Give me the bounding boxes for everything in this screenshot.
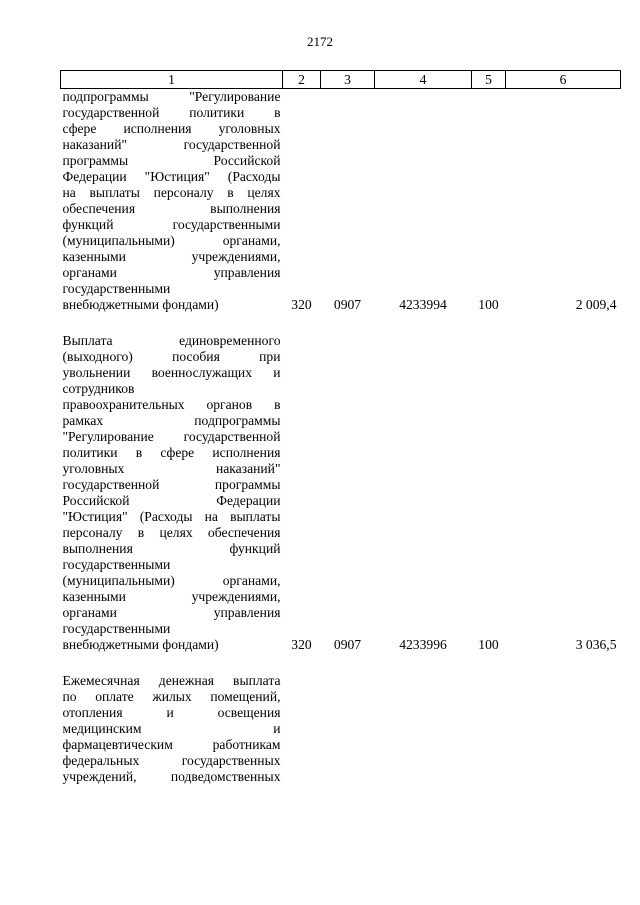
column-header-5: 5: [472, 71, 506, 89]
description-line: Федерации "Юстиция" (Расходы: [62, 169, 281, 184]
table-row: [61, 333, 621, 653]
description-line: федеральных государственных: [62, 753, 281, 768]
description-line: казенными учреждениями,: [62, 589, 281, 604]
description-line: государственной политики в: [62, 105, 281, 120]
description-line: Российской Федерации: [62, 493, 281, 508]
description-line: медицинским и: [62, 721, 281, 736]
row-col2: 320: [291, 637, 312, 652]
description-line: учреждений, подведомственных: [62, 769, 281, 784]
description-line: сфере исполнения уголовных: [62, 121, 281, 136]
description-line: функций государственными: [62, 217, 281, 232]
description-line: правоохранительных органов в: [62, 397, 281, 412]
description-line: государственной программы: [62, 477, 281, 492]
row-col2: 320: [291, 297, 312, 312]
row-description: [61, 89, 283, 314]
row-col5: 100: [478, 637, 499, 652]
description-line: подпрограммы "Регулирование: [62, 89, 281, 104]
description-line: внебюджетными фондами): [62, 297, 219, 312]
description-line: уголовных наказаний": [62, 461, 281, 476]
description-line: органами управления: [62, 265, 281, 280]
row-col5: 100: [478, 297, 499, 312]
description-line: на выплаты персоналу в целях: [62, 185, 281, 200]
table-row: [61, 673, 621, 785]
description-line: Выплата единовременного: [62, 333, 281, 348]
description-line: фармацевтическим работникам: [62, 737, 281, 752]
column-header-1: 1: [61, 71, 283, 89]
description-line: внебюджетными фондами): [62, 637, 219, 652]
row-col2: [283, 673, 321, 785]
description-line: государственными: [62, 557, 171, 572]
description-line: по оплате жилых помещений,: [62, 689, 281, 704]
table-row: [61, 89, 621, 314]
row-col3: 0907: [333, 297, 362, 312]
row-col4: 4233996: [399, 637, 447, 652]
description-line: "Регулирование государственной: [62, 429, 281, 444]
description-line: увольнении военнослужащих и: [62, 365, 281, 380]
budget-table: [60, 70, 621, 785]
description-line: наказаний" государственной: [62, 137, 281, 152]
description-line: политики в сфере исполнения: [62, 445, 281, 460]
page-number: 2172: [307, 34, 333, 49]
description-line: Ежемесячная денежная выплата: [62, 673, 281, 688]
description-line: отопления и освещения: [62, 705, 281, 720]
description-line: органами управления: [62, 605, 281, 620]
column-header-4: 4: [375, 71, 472, 89]
column-header-2: 2: [283, 71, 321, 89]
column-header-6: 6: [506, 71, 621, 89]
description-line: обеспечения выполнения: [62, 201, 281, 216]
row-col4: 4233994: [399, 297, 447, 312]
description-line: (выходного) пособия при: [62, 349, 281, 364]
row-description: [61, 673, 283, 785]
row-amount: 2 009,4: [575, 297, 617, 312]
row-amount: [506, 673, 621, 785]
row-col4: [375, 673, 472, 785]
row-col5: [472, 673, 506, 785]
description-line: рамках подпрограммы: [62, 413, 281, 428]
description-line: "Юстиция" (Расходы на выплаты: [62, 509, 281, 524]
row-description: [61, 333, 283, 653]
description-line: (муниципальными) органами,: [62, 573, 281, 588]
description-line: программы Российской: [62, 153, 281, 168]
description-line: сотрудников: [62, 381, 135, 396]
description-line: выполнения функций: [62, 541, 281, 556]
description-line: казенными учреждениями,: [62, 249, 281, 264]
description-line: (муниципальными) органами,: [62, 233, 281, 248]
description-line: государственными: [62, 621, 171, 636]
row-col3: [321, 673, 375, 785]
description-line: государственными: [62, 281, 171, 296]
column-header-3: 3: [321, 71, 375, 89]
row-amount: 3 036,5: [575, 637, 617, 652]
row-col3: 0907: [333, 637, 362, 652]
description-line: персоналу в целях обеспечения: [62, 525, 281, 540]
table-header-row: [61, 71, 621, 89]
